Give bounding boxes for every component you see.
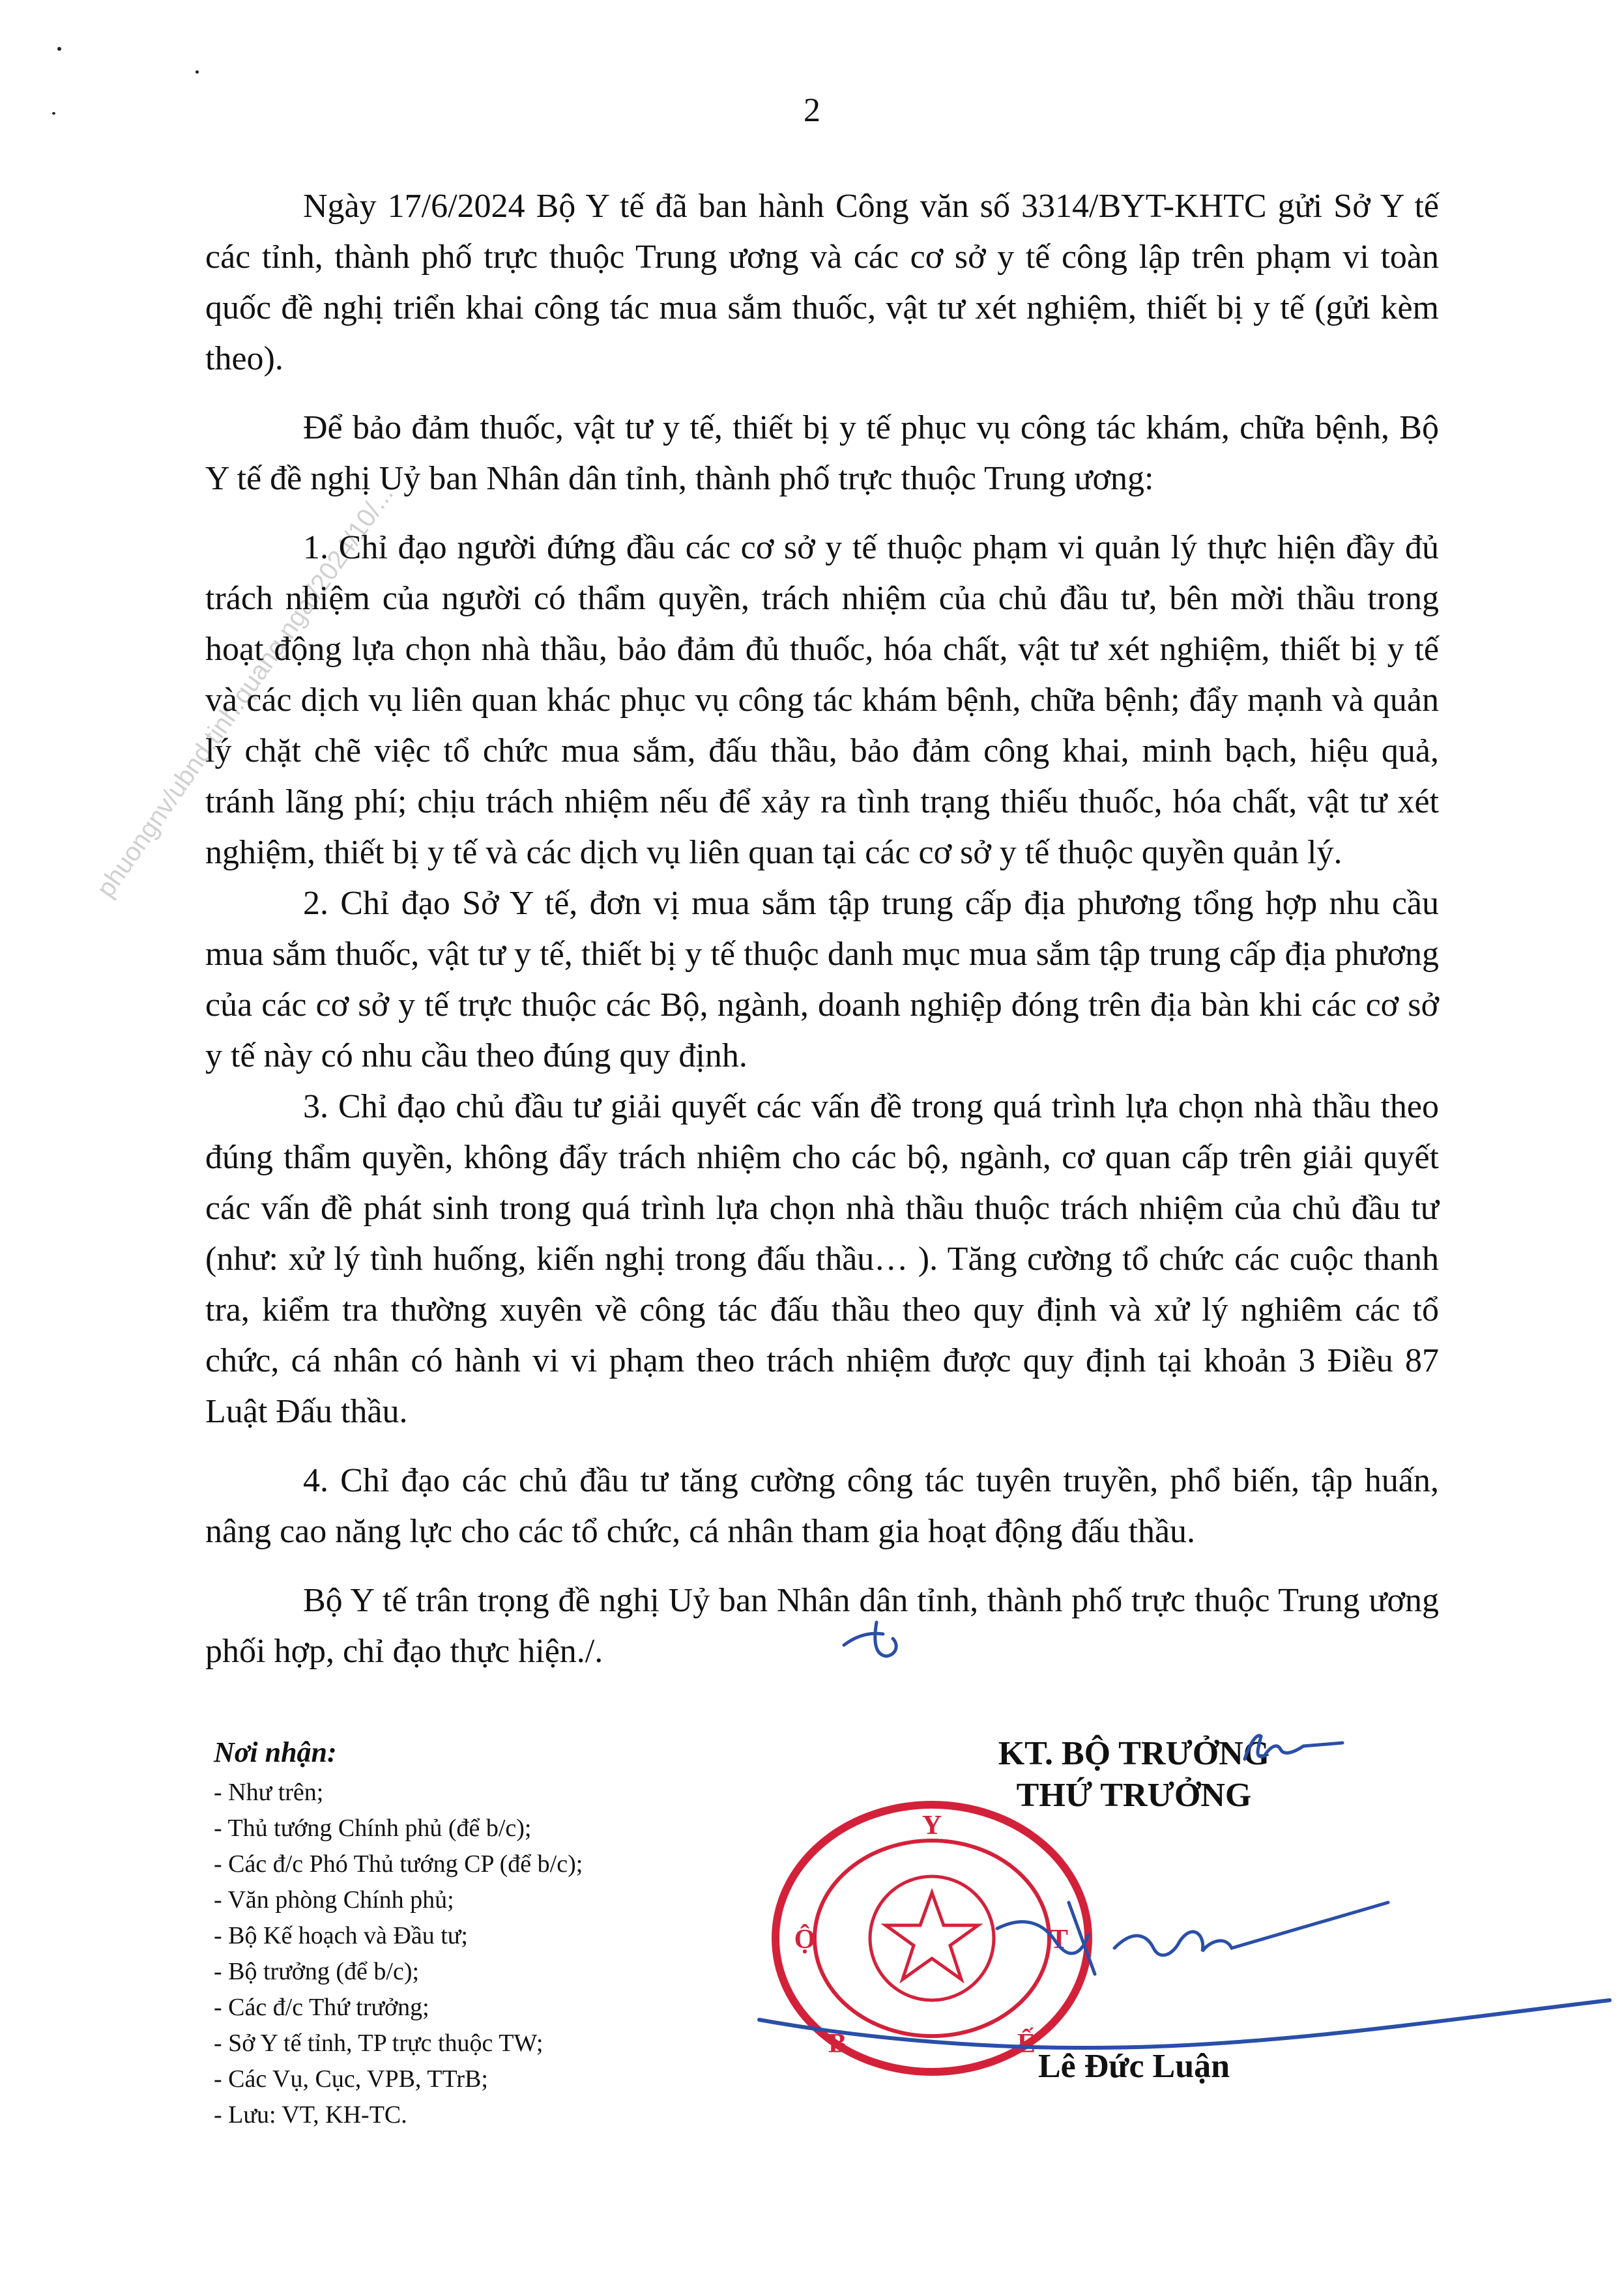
- page-number: 2: [804, 92, 820, 129]
- recipients-title: Nơi nhận:: [214, 1736, 337, 1768]
- signer-name: Lê Đức Luận: [1037, 2048, 1230, 2085]
- recipient-item: - Các đ/c Thứ trưởng;: [214, 1994, 429, 2021]
- recipient-item: - Lưu: VT, KH-TC.: [214, 2101, 407, 2129]
- recipient-item: - Như trên;: [214, 1779, 324, 1806]
- signature-line-2: THỨ TRƯỞNG: [1016, 1777, 1252, 1814]
- svg-text:Ế: Ế: [1017, 2029, 1036, 2059]
- recipient-item: - Thủ tướng Chính phủ (để b/c);: [214, 1815, 532, 1842]
- recipient-item: - Bộ Kế hoạch và Đầu tư;: [214, 1922, 468, 1949]
- scan-speck: [196, 70, 199, 74]
- paragraph-intro: Ngày 17/6/2024 Bộ Y tế đã ban hành Công văn số 3314/BYT-KHTC gửi Sở Y tế các tỉnh, thành phố trực thuộc Trung ương và các cơ sở y tế công lập trên phạm vi toàn quốc đề nghị triển khai công tác mua sắm thuốc, vật tư xét nghiệm, thiết bị y tế (gửi kèm theo).: [205, 188, 1439, 377]
- recipients-list: [214, 1733, 800, 2133]
- recipient-item: - Bộ trưởng (để b/c);: [214, 1958, 420, 1985]
- svg-text:B: B: [828, 2029, 847, 2059]
- watermark: phuongnv/ubnd.tinh.quang.ngai/2024/10/...: [91, 480, 399, 903]
- paragraph-item-4: 4. Chỉ đạo các chủ đầu tư tăng cường công tác tuyên truyền, phổ biến, tập huấn, nâng cao năng lực cho các tổ chức, cá nhân tham gia hoạt động đấu thầu.: [205, 1462, 1439, 1550]
- recipient-item: - Các Vụ, Cục, VPB, TTrB;: [214, 2065, 488, 2093]
- signature-line-1: KT. BỘ TRƯỞNG: [998, 1735, 1270, 1772]
- recipient-item: - Sở Y tế tỉnh, TP trực thuộc TW;: [214, 2030, 544, 2057]
- paragraph-closing: Bộ Y tế trân trọng đề nghị Uỷ ban Nhân dân tỉnh, thành phố trực thuộc Trung ương phối hợp, chỉ đạo thực hiện./.: [205, 1582, 1439, 1670]
- svg-text:T: T: [1049, 1925, 1069, 1955]
- svg-text:Ộ: Ộ: [794, 1925, 816, 1955]
- svg-text:Y: Y: [921, 1811, 942, 1841]
- initial-mark: [1232, 1720, 1349, 1779]
- recipient-item: - Các đ/c Phó Thủ tướng CP (để b/c);: [214, 1850, 583, 1878]
- paragraph-item-2: 2. Chỉ đạo Sở Y tế, đơn vị mua sắm tập trung cấp địa phương tổng hợp nhu cầu mua sắm thuốc, vật tư y tế, thiết bị y tế thuộc danh mục mua sắm tập trung cấp địa phương của các cơ sở y tế trực thuộc các Bộ, ngành, doanh nghiệp đóng trên địa bàn khi các cơ sở y tế này có nhu cầu theo đúng quy định.: [205, 885, 1439, 1074]
- handwritten-mark: [837, 1609, 909, 1668]
- recipient-item: - Văn phòng Chính phủ;: [214, 1886, 454, 1914]
- scan-speck: [57, 47, 61, 51]
- paragraph-item-1: 1. Chỉ đạo người đứng đầu các cơ sở y tế thuộc phạm vi quản lý thực hiện đầy đủ trách nhiệm của người có thẩm quyền, trách nhiệm của chủ đầu tư, bên mời thầu trong hoạt động lựa chọn nhà thầu, bảo đảm đủ thuốc, hóa chất, vật tư xét nghiệm, thiết bị y tế và các dịch vụ liên quan khác phục vụ công tác khám bệnh, chữa bệnh; đẩy mạnh và quản lý chặt chẽ việc tổ chức mua sắm, đấu thầu, bảo đảm công khai, minh bạch, hiệu quả, tránh lãng phí; chịu trách nhiệm nếu để xảy ra tình trạng thiếu thuốc, hóa chất, vật tư xét nghiệm, thiết bị y tế và các dịch vụ liên quan tại các cơ sở y tế thuộc quyền quản lý.: [205, 529, 1439, 871]
- paragraph-request: Để bảo đảm thuốc, vật tư y tế, thiết bị y tế phục vụ công tác khám, chữa bệnh, Bộ Y tế đề nghị Uỷ ban Nhân dân tỉnh, thành phố trực thuộc Trung ương:: [205, 409, 1439, 497]
- paragraph-item-3: 3. Chỉ đạo chủ đầu tư giải quyết các vấn đề trong quá trình lựa chọn nhà thầu theo đúng thẩm quyền, không đẩy trách nhiệm cho các bộ, ngành, cơ quan cấp trên giải quyết các vấn đề phát sinh trong quá trình lựa chọn nhà thầu thuộc trách nhiệm của chủ đầu tư (như: xử lý tình huống, kiến nghị trong đấu thầu… ). Tăng cường tổ chức các cuộc thanh tra, kiểm tra thường xuyên về công tác đấu thầu theo quy định và xử lý nghiêm các tổ chức, cá nhân có hành vi vi phạm theo trách nhiệm được quy định tại khoản 3 Điều 87 Luật Đấu thầu.: [205, 1088, 1439, 1430]
- letter-body: [205, 181, 1439, 1677]
